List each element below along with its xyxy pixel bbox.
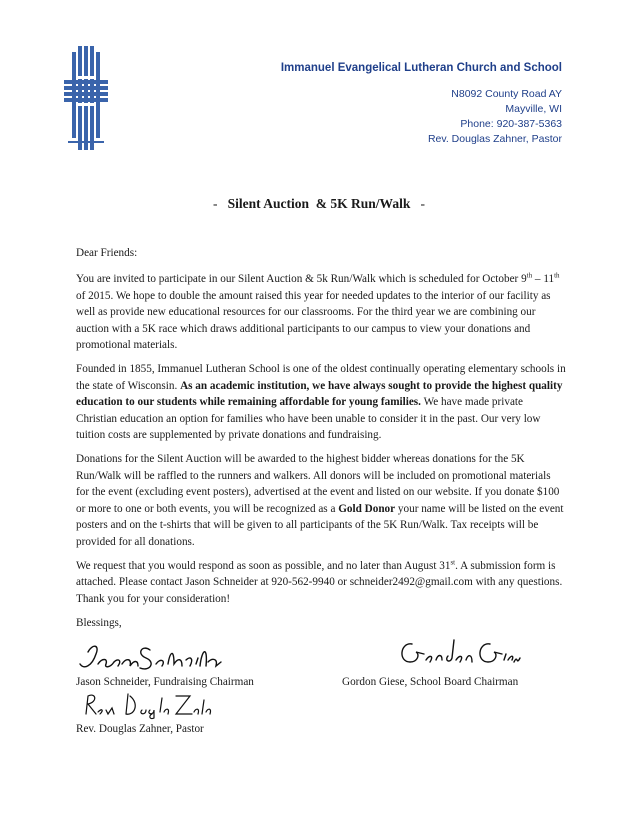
signer-jason-schneider: Jason Schneider, Fundraising Chairman (76, 676, 254, 688)
church-logo-cross-icon (64, 46, 108, 150)
paragraph-text: We have made private Christian education an option for families who have been unable to consider it in the past. Our very low tuition costs are supplemented by private donations and fundraising. (76, 396, 541, 442)
paragraph-text: – 11 (532, 273, 555, 286)
subject-title: Silent Auction & 5K Run/Walk (227, 196, 411, 211)
subject-dash-left: - (213, 196, 218, 211)
pastor-name: Rev. Douglas Zahner, Pastor (427, 133, 562, 145)
signer-gordon-giese: Gordon Giese, School Board Chairman (342, 676, 519, 688)
paragraph-text: your name will be listed on the event posters and on the t-shirts that will be given to all participants of the 5K Run/Walk. Tax receipts will be provided for all donations. (76, 502, 564, 548)
ordinal-suffix: st (450, 558, 456, 567)
paragraph-text: You are invited to participate in our Silent Auction & 5k Run/Walk which is scheduled for October 9 (76, 273, 527, 286)
address-line: N8092 County Road AY (451, 88, 562, 100)
ordinal-suffix: th (526, 271, 533, 280)
letterhead (281, 62, 562, 147)
letter-subject (0, 196, 638, 212)
greeting: Dear Friends: (76, 247, 138, 259)
signature-douglas-zahner (80, 690, 215, 720)
paragraph-emphasis: As an academic institution, we have always sought to provide the highest quality education to our students while remaining affordable for young families. (76, 379, 563, 409)
signer-douglas-zahner: Rev. Douglas Zahner, Pastor (76, 723, 204, 735)
phone-number: Phone: 920-387-5363 (460, 118, 562, 130)
organization-name: Immanuel Evangelical Lutheran Church and School (280, 62, 562, 74)
paragraph-text: Founded in 1855, Immanuel Lutheran School is one of the oldest continually operating elementary schools in the state of Wisconsin. (76, 363, 566, 392)
paragraph-invitation (76, 271, 566, 353)
signature-jason-schneider (78, 640, 223, 676)
paragraph-request (76, 558, 566, 607)
subject-dash-right: - (420, 196, 425, 211)
signature-gordon-giese (396, 636, 522, 672)
closing: Blessings, (76, 617, 122, 630)
paragraph-text: of 2015. We hope to double the amount raised this year for needed updates to the interior of our facility as well as provide new educational resources for our classrooms. For the third year we are combining our auction with a 5K race which draws additional participants to our campus to view your donations and promotional materials. (76, 289, 551, 352)
letter-body (76, 245, 566, 640)
paragraph-donations (76, 451, 566, 549)
gold-donor-emphasis: Gold Donor (338, 502, 396, 515)
paragraph-history (76, 361, 566, 443)
paragraph-text: . A submission form is attached. Please contact Jason Schneider at 920-562-9940 or schneider2492@gmail.com with any questions. Thank you for your consideration! (76, 559, 563, 605)
paragraph-text: Donations for the Silent Auction will be awarded to the highest bidder whereas donations for the 5K Run/Walk will be raffled to the runners and walkers. All donors will be included on promotional materials for the event (excluding event posters), advertised at the event and listed on our website. If you donate $100 or more to one or both events, you will be recognized as a (76, 453, 560, 515)
paragraph-text: We request that you would respond as soon as possible, and no later than August 31 (76, 559, 451, 572)
city-state: Mayville, WI (505, 103, 562, 115)
ordinal-suffix: th (554, 271, 560, 280)
